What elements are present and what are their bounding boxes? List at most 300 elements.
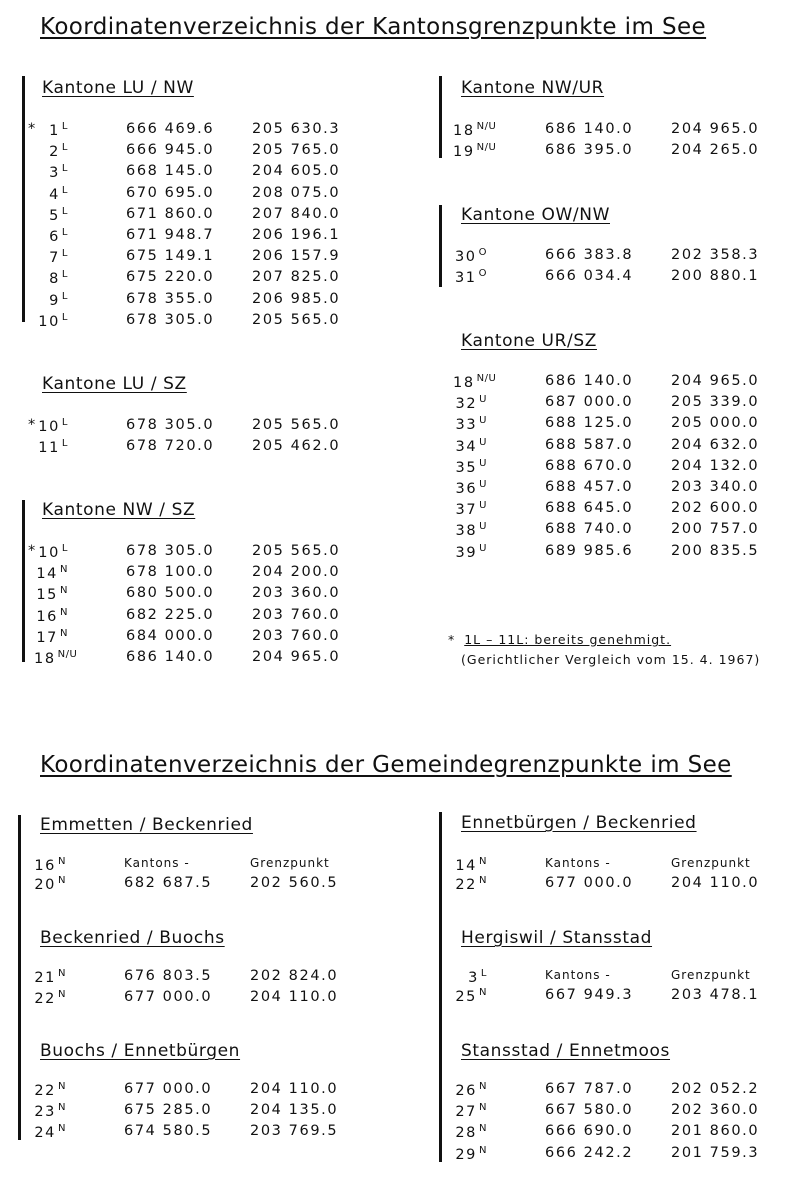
coordinate-x: 686 140.0 [126,649,215,665]
margin-bar [439,812,442,1162]
coordinate-row [455,542,791,564]
point-number-value: 20 [34,877,57,893]
section-heading: Hergiswil / Stansstad [461,928,653,948]
coordinate-y: 202 824.0 [250,968,339,984]
point-number-value: 22 [455,877,478,893]
point-number [453,987,487,1005]
coordinate-x: 688 670.0 [545,457,634,474]
coordinate-x: 667 580.0 [545,1102,634,1119]
footnote-star: * [448,632,456,647]
point-number-value: 38 [455,523,478,540]
coordinate-row [455,479,791,500]
margin-bar [22,76,25,322]
coordinate-row [42,291,372,312]
point-number [32,1123,66,1141]
coordinate-y: 208 075.0 [252,184,341,201]
margin-bar [439,205,442,287]
coordinate-x: Kantons - [124,856,190,870]
coordinate-x: 678 355.0 [126,290,215,307]
coordinate-x: 682 687.5 [124,875,213,891]
point-number-value: 31 [454,270,477,287]
point-number [453,268,487,286]
point-number [453,856,487,874]
coordinate-y: 204 110.0 [671,875,760,891]
coordinate-row [455,987,791,1008]
point-canton-code: N [479,875,487,886]
point-number-value: 26 [455,1083,478,1099]
point-canton-code: L [61,438,68,450]
point-number [453,875,487,893]
coordinate-y: 203 478.1 [671,987,760,1003]
coordinate-x: 688 587.0 [545,436,634,453]
coordinate-y: Grenzpunkt [671,968,751,982]
coordinate-row [38,311,372,333]
coordinate-x: 689 985.6 [545,542,634,559]
coordinate-row [36,564,372,585]
point-canton-code: N [58,1102,66,1114]
point-number-value: 18 [453,123,475,139]
margin-bar [22,500,25,662]
coordinate-y: 205 630.3 [252,121,341,137]
coordinate-y: 207 840.0 [252,205,341,222]
point-number [34,269,68,287]
coordinate-y: Grenzpunkt [671,856,751,870]
point-canton-code: L [61,269,68,281]
coordinate-row [42,206,372,227]
point-number [453,247,487,265]
point-number-value: 4 [49,186,60,203]
point-number-value: 34 [455,438,478,455]
approved-marker: * [28,121,37,137]
coordinate-x: 666 469.6 [126,121,215,137]
coordinate-x: 675 220.0 [126,269,215,286]
section-heading: Beckenried / Buochs [40,928,225,948]
coordinate-row [455,875,791,896]
coordinate-x: 674 580.5 [124,1123,213,1140]
point-number [34,163,68,181]
point-canton-code: L [61,248,68,260]
coordinate-x: 687 000.0 [545,394,634,411]
coordinate-row [455,1144,791,1166]
coordinate-x: 666 383.8 [545,247,634,263]
coordinate-x: 678 305.0 [126,311,215,328]
point-number-value: 1 [49,123,60,139]
point-canton-code: L [61,311,68,323]
point-canton-code: L [480,968,487,979]
coordinate-y: 202 360.0 [671,1102,760,1119]
title-gemeindegrenzpunkte: Koordinatenverzeichnis der Gemeindegrenzpunkte im See [40,752,732,778]
point-canton-code: N [58,1123,66,1135]
point-number-value: 14 [36,566,59,583]
point-number [34,564,68,582]
footnote-text: 1L – 11L: bereits genehmigt. [464,632,672,647]
point-number-value: 5 [49,207,60,224]
point-number-value: 10 [38,313,60,330]
coordinate-x: 666 690.0 [545,1123,634,1140]
point-canton-code: N [58,968,66,979]
coordinate-row [28,121,372,142]
coordinate-x: 666 034.4 [545,268,634,285]
coordinate-row [34,856,370,877]
coordinate-x: 680 500.0 [126,585,215,602]
point-number [32,1081,66,1099]
section-heading: Buochs / Ennetbürgen [40,1041,241,1061]
point-number [34,438,68,456]
coordinate-row [36,585,372,606]
point-canton-code: N [60,606,68,618]
point-number [32,856,66,874]
point-number [32,1102,66,1120]
point-number [34,417,68,435]
coordinate-row [34,1102,370,1123]
point-canton-code: N [479,1144,487,1156]
coordinate-x: 667 949.3 [545,987,634,1003]
point-number [453,458,487,476]
point-number [453,500,487,518]
coordinate-x: 688 457.0 [545,479,634,495]
point-number-value: 15 [36,587,59,604]
point-number-value: 32 [455,396,478,413]
point-canton-code: N [479,987,487,998]
coordinate-x: 686 395.0 [545,142,634,159]
point-number-value: 7 [49,250,60,267]
point-canton-code: O [478,247,487,258]
point-canton-code: U [479,394,487,406]
coordinate-y: 200 835.5 [671,542,760,559]
coordinate-row [453,142,791,163]
point-number [34,185,68,203]
coordinate-y: Grenzpunkt [250,856,330,870]
point-canton-code: N [58,989,66,1001]
coordinate-row [42,142,372,163]
coordinate-row [28,417,372,438]
point-number [453,142,497,161]
point-number [32,989,66,1007]
point-number-value: 16 [36,608,59,625]
title-kantonsgrenzpunkte: Koordinatenverzeichnis der Kantonsgrenzpunkte im See [40,14,707,40]
point-number [34,121,68,139]
coordinate-y: 205 000.0 [671,415,760,432]
coordinate-y: 200 757.0 [671,521,760,538]
coordinate-row [28,543,372,564]
point-number [453,543,487,561]
point-canton-code: N [479,856,487,867]
approved-marker: * [28,543,37,559]
point-number [453,1145,487,1163]
point-canton-code: L [61,184,68,196]
point-number-value: 8 [49,271,60,288]
section-heading: Kantone NW/UR [461,78,605,98]
coordinate-x: 666 242.2 [545,1144,634,1161]
coordinate-row [455,1081,791,1102]
point-canton-code: L [61,121,68,132]
coordinate-x: Kantons - [545,856,611,870]
coordinate-row [453,121,791,142]
point-number [34,206,68,224]
coordinate-x: 670 695.0 [126,184,215,201]
coordinate-x: 677 000.0 [545,875,634,891]
coordinate-y: 205 765.0 [252,142,341,159]
coordinate-x: 688 645.0 [545,500,634,517]
coordinate-x: 676 803.5 [124,968,213,984]
point-number-value: 27 [455,1104,478,1121]
point-number-value: 23 [34,1104,57,1121]
footnote-line2: (Gerichtlicher Vergleich vom 15. 4. 1967) [461,652,761,667]
point-number-value: 28 [455,1125,478,1142]
coordinate-row [453,373,791,394]
point-number [453,121,497,139]
coordinate-row [455,521,791,542]
point-number-value: 22 [34,1083,57,1099]
coordinate-row [455,1123,791,1144]
coordinate-x: 677 000.0 [124,989,213,1006]
point-number [453,479,487,497]
point-number [34,607,68,625]
coordinate-x: 684 000.0 [126,627,215,644]
point-number-value: 16 [34,858,57,874]
point-number [453,415,487,433]
point-number-value: 11 [38,440,60,457]
point-number [34,585,68,603]
point-number [34,248,68,266]
coordinate-y: 207 825.0 [252,269,341,286]
point-number-value: 18 [453,375,475,391]
point-canton-code: N [58,1081,66,1092]
point-number [34,227,68,245]
point-number-value: 3 [468,970,479,986]
point-canton-code: N/U [476,373,497,384]
coordinate-row [36,606,372,628]
point-number [453,1123,487,1141]
coordinate-row [455,415,791,436]
coordinate-x: 671 860.0 [126,205,215,222]
coordinate-row [34,875,370,896]
point-canton-code: L [61,417,68,428]
point-number [453,968,487,986]
coordinate-y: 204 965.0 [252,649,341,665]
point-number-value: 6 [49,229,60,245]
coordinate-y: 203 760.0 [252,627,341,644]
point-number [453,437,487,455]
coordinate-y: 204 200.0 [252,564,341,581]
point-canton-code: L [61,142,68,154]
coordinate-row [455,436,791,458]
point-number-value: 10 [38,419,60,435]
section-heading: Ennetbürgen / Beckenried [461,813,697,833]
coordinate-x: 675 149.1 [126,248,215,265]
point-canton-code: L [61,227,68,238]
coordinate-y: 205 565.0 [252,543,341,559]
point-canton-code: N [479,1102,487,1114]
point-number [34,312,68,330]
point-number-value: 9 [49,292,60,309]
coordinate-y: 204 110.0 [250,989,339,1006]
point-canton-code: N/U [476,121,497,132]
coordinate-y: 202 600.0 [671,500,760,517]
coordinate-row [455,394,791,415]
point-canton-code: L [61,543,68,554]
point-number [34,291,68,309]
coordinate-row [42,163,372,184]
coordinate-x: 682 225.0 [126,606,215,623]
coordinate-y: 201 759.3 [671,1144,760,1161]
coordinate-x: 686 140.0 [545,373,634,389]
coordinate-row [455,500,791,521]
point-number-value: 36 [455,481,478,497]
coordinate-y: 204 135.0 [250,1102,339,1119]
section-heading: Kantone LU / SZ [42,374,187,394]
point-number-value: 29 [455,1146,478,1163]
coordinate-y: 205 565.0 [252,311,341,328]
coordinate-row [455,457,791,479]
section-heading: Kantone OW/NW [461,205,610,225]
coordinate-row [34,968,370,989]
coordinate-y: 203 340.0 [671,479,760,495]
point-number [32,968,66,986]
coordinate-x: 666 945.0 [126,142,215,159]
point-number-value: 19 [453,144,475,161]
point-number-value: 35 [455,459,478,476]
coordinate-row [454,247,791,268]
coordinate-row [454,268,791,289]
point-number [453,1081,487,1099]
point-canton-code: L [61,205,68,217]
point-canton-code: U [479,500,487,512]
coordinate-x: 667 787.0 [545,1081,634,1097]
coordinate-y: 200 880.1 [671,268,760,285]
point-canton-code: O [478,268,487,280]
coordinate-x: 678 720.0 [126,438,215,455]
section-heading: Kantone UR/SZ [461,331,597,351]
point-number-value: 3 [49,165,60,182]
coordinate-row [42,227,372,248]
point-number-value: 17 [36,629,59,646]
coordinate-x: 671 948.7 [126,227,215,243]
point-canton-code: N/U [57,649,78,660]
point-canton-code: L [61,163,68,175]
point-canton-code: U [479,415,487,427]
coordinate-row [38,438,372,459]
coordinate-row [42,185,372,206]
coordinate-x: 677 000.0 [124,1081,213,1097]
coordinate-x: 688 740.0 [545,521,634,538]
point-canton-code: U [479,457,487,469]
margin-bar [18,815,21,1140]
coordinate-y: 204 965.0 [671,373,760,389]
point-canton-code: N [58,875,66,886]
coordinate-y: 202 560.5 [250,875,339,891]
point-number [32,875,66,893]
point-canton-code: U [479,479,487,490]
point-number [34,142,68,160]
point-number-value: 2 [49,144,60,161]
point-number [453,1102,487,1120]
coordinate-x: Kantons - [545,968,611,982]
coordinate-row [34,1081,370,1102]
coordinate-y: 205 565.0 [252,417,341,433]
coordinate-y: 205 339.0 [671,394,760,411]
coordinate-row [42,269,372,290]
coordinate-x: 686 140.0 [545,121,634,137]
point-canton-code: U [479,436,487,448]
coordinate-x: 678 305.0 [126,543,215,559]
point-number-value: 33 [455,417,478,434]
coordinate-x: 678 100.0 [126,564,215,581]
coordinate-y: 204 132.0 [671,457,760,474]
point-canton-code: L [61,290,68,302]
point-canton-code: N [479,1081,487,1092]
point-number-value: 18 [34,651,56,667]
section-heading: Stansstad / Ennetmoos [461,1041,671,1061]
point-number [34,649,78,667]
footnote-line1 [448,632,671,647]
coordinate-y: 206 196.1 [252,227,341,243]
coordinate-y: 206 157.9 [252,248,341,265]
coordinate-row [34,1123,370,1144]
point-canton-code: N/U [476,142,497,154]
coordinate-y: 204 965.0 [671,121,760,137]
section-heading: Kantone LU / NW [42,78,194,98]
point-number [453,521,487,539]
point-number-value: 39 [455,544,478,561]
coordinate-y: 205 462.0 [252,438,341,455]
coordinate-row [455,856,791,877]
point-number-value: 22 [34,991,57,1008]
coordinate-y: 202 358.3 [671,247,760,263]
margin-bar [439,76,442,158]
section-heading: Emmetten / Beckenried [40,815,253,835]
point-number-value: 30 [454,249,477,265]
point-number-value: 21 [34,970,57,986]
coordinate-row [34,649,372,670]
coordinate-y: 204 265.0 [671,142,760,159]
coordinate-row [36,627,372,649]
point-number [453,373,497,391]
point-canton-code: U [479,542,487,554]
coordinate-y: 201 860.0 [671,1123,760,1140]
point-canton-code: N [479,1123,487,1135]
point-canton-code: N [60,585,68,597]
point-number-value: 14 [455,858,478,874]
point-number-value: 10 [38,545,60,561]
point-canton-code: N [60,627,68,639]
coordinate-y: 203 360.0 [252,585,341,602]
coordinate-y: 204 110.0 [250,1081,339,1097]
coordinate-x: 675 285.0 [124,1102,213,1119]
point-number [34,628,68,646]
coordinate-x: 668 145.0 [126,163,215,180]
coordinate-y: 204 632.0 [671,436,760,453]
coordinate-y: 204 605.0 [252,163,341,180]
point-number [34,543,68,561]
point-number [453,394,487,412]
point-canton-code: N [58,856,66,867]
coordinate-y: 202 052.2 [671,1081,760,1097]
coordinate-x: 688 125.0 [545,415,634,432]
coordinate-row [455,1102,791,1123]
coordinate-y: 203 760.0 [252,606,341,623]
point-number-value: 25 [455,989,478,1005]
coordinate-row [34,989,370,1010]
coordinate-y: 203 769.5 [250,1123,339,1140]
point-canton-code: U [479,521,487,533]
point-number-value: 37 [455,502,478,519]
coordinate-row [42,248,372,269]
coordinate-x: 678 305.0 [126,417,215,433]
section-heading: Kantone NW / SZ [42,500,196,520]
point-canton-code: N [60,564,68,576]
approved-marker: * [28,417,37,433]
